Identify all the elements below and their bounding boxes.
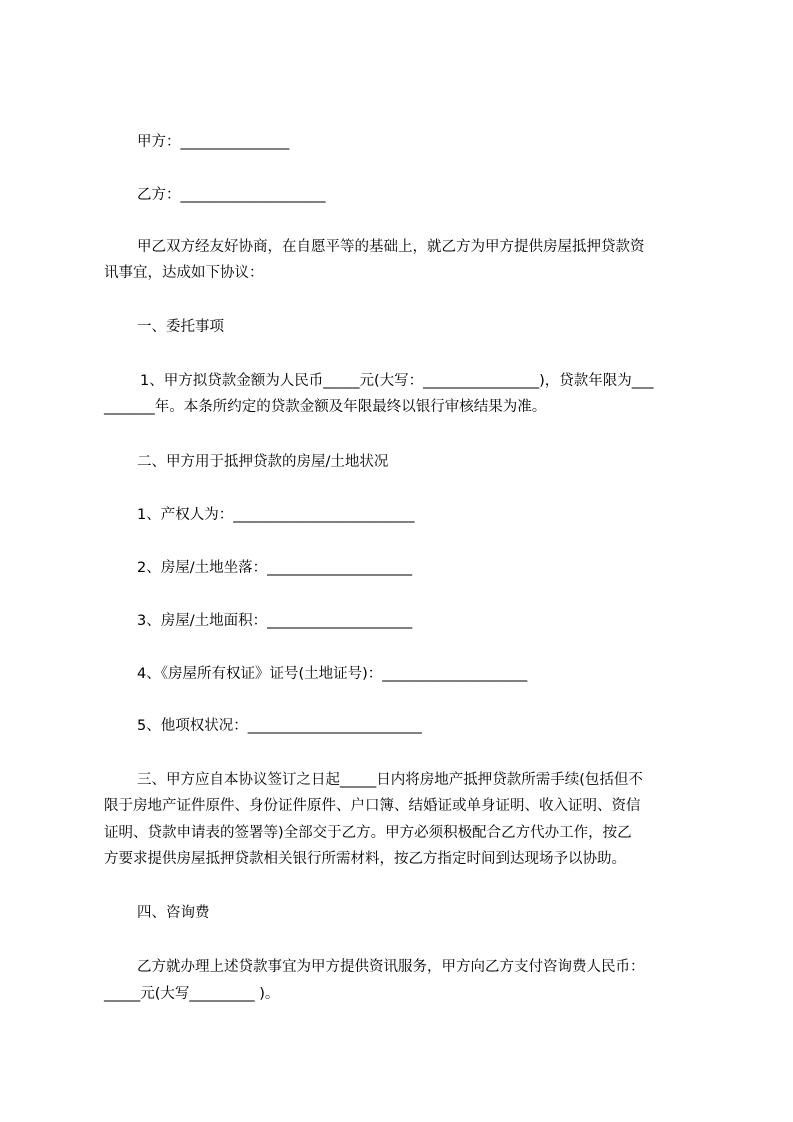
area-field: 3、房屋/土地面积：____________________ [137, 613, 413, 629]
section3-line-2: 限于房地产证件原件、身份证件原件、户口簿、结婚证或单身证明、收入证明、资信 [104, 798, 641, 814]
party-a-field: 甲方：_______________ [137, 134, 290, 150]
section3-line-3: 证明、贷款申请表的签署等)全部交于乙方。甲方必须积极配合乙方代办工作，按乙 [104, 825, 632, 841]
location-field: 2、房屋/土地坐落：____________________ [137, 560, 413, 576]
intro-line-1: 甲乙双方经友好协商，在自愿平等的基础上，就乙方为甲方提供房屋抵押贷款资 [137, 239, 645, 255]
section4-line-2: _____元(大写_________ )。 [104, 986, 280, 1002]
section1-item1-line-2: _______年。本条所约定的贷款金额及年限最终以银行审核结果为准。 [104, 399, 547, 415]
intro-line-2: 讯事宜，达成如下协议： [104, 265, 264, 281]
owner-field: 1、产权人为：_________________________ [137, 507, 415, 523]
party-b-field: 乙方：____________________ [137, 187, 326, 203]
section1-item1-line-1: 1、甲方拟贷款金额为人民币_____元(大写：________________)，贷款年限为___ [140, 373, 654, 389]
section4-heading: 四、咨询费 [137, 905, 210, 921]
section3-line-4: 方要求提供房屋抵押贷款相关银行所需材料，按乙方指定时间到达现场予以协助。 [104, 851, 626, 867]
section2-heading: 二、甲方用于抵押贷款的房屋/土地状况 [137, 454, 389, 470]
certificate-number-field: 4、《房屋所有权证》证号(土地证号)：____________________ [137, 666, 528, 682]
section4-line-1: 乙方就办理上述贷款事宜为甲方提供资讯服务，甲方向乙方支付咨询费人民币： [137, 959, 645, 975]
section3-line-1: 三、甲方应自本协议签订之日起_____日内将房地产抵押贷款所需手续(包括但不 [137, 772, 643, 788]
other-rights-field: 5、他项权状况：________________________ [137, 718, 422, 734]
section1-heading: 一、委托事项 [137, 319, 224, 335]
